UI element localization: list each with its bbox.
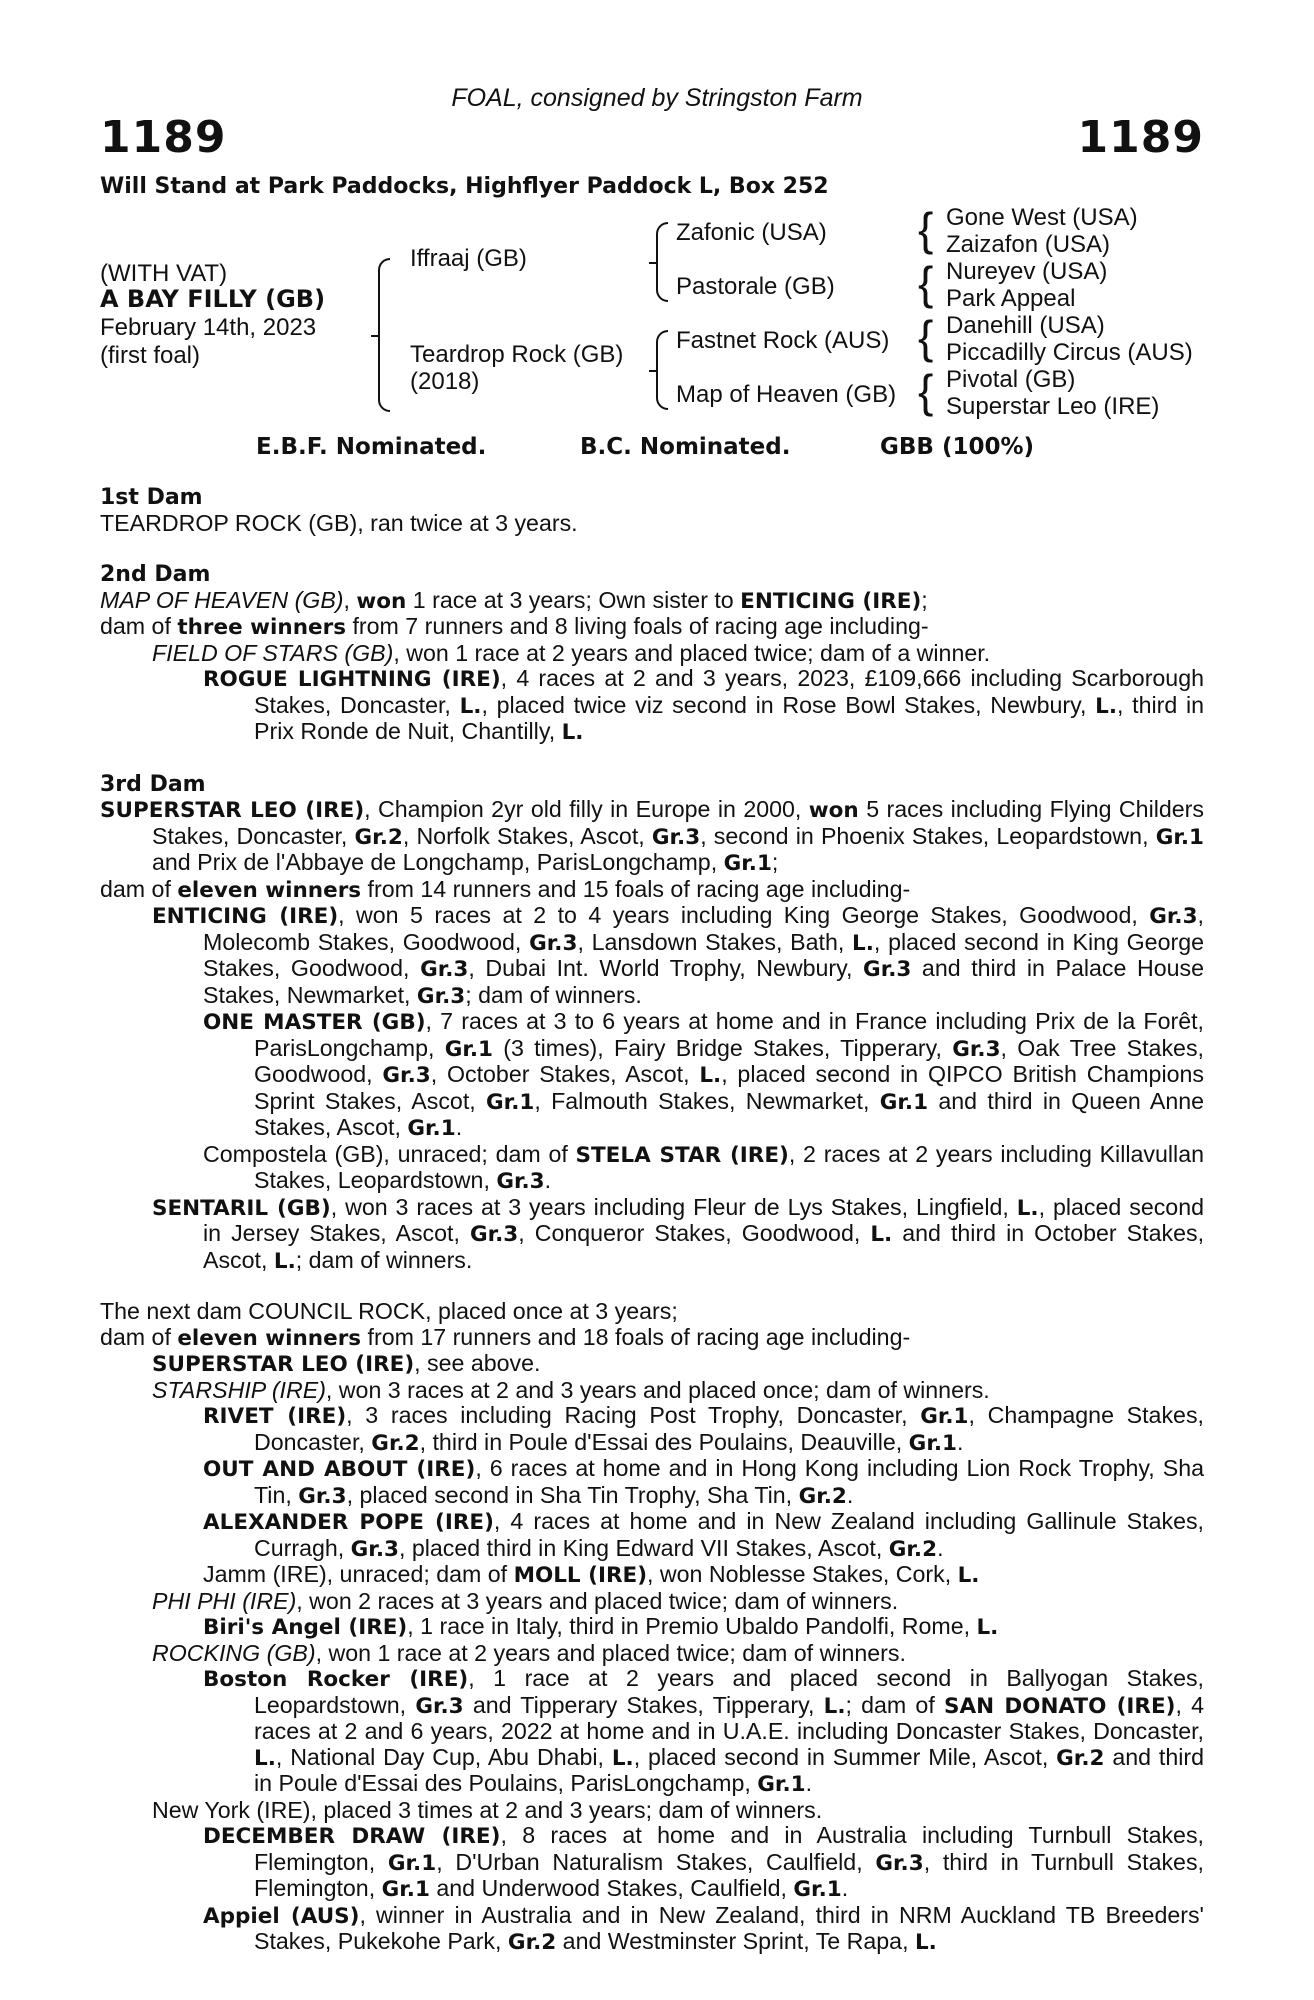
pedigree-g3-6: Piccadilly Circus (AUS) [946,339,1193,366]
produce-field-of-stars: FIELD OF STARS (GB), won 1 race at 2 years and placed twice; dam of a winner. [152,639,991,666]
produce-jamm: Jamm (IRE), unraced; dam of MOLL (IRE), won Noblesse Stakes, Cork, L. [203,1561,980,1588]
catalogue-text [100,484,1204,1956]
pedigree-brace-2: { [918,257,934,309]
first-dam-text: TEARDROP ROCK (GB), ran twice at 3 years. [100,509,578,536]
lot-number-left: 1189 [100,112,227,163]
consignment-line: FOAL, consigned by Stringston Farm [451,84,863,112]
bc-nominated: B.C. Nominated. [580,434,791,460]
produce-starship: STARSHIP (IRE), won 3 races at 2 and 3 years and placed once; dam of winners. [152,1376,990,1403]
second-dam-heading: 2nd Dam [100,562,211,587]
pedigree-dam: Teardrop Rock (GB) [410,341,624,368]
pedigree-g3-5: Danehill (USA) [946,312,1105,339]
produce-phi-phi: PHI PHI (IRE), won 2 races at 3 years and placed twice; dam of winners. [152,1587,899,1614]
produce-appiel: Appiel (AUS), winner in Australia and in New Zealand, third in NRM Auckland TB Breeders' Stakes, Pukekohe Park, Gr.2 and Westminster Sprint, Te Rapa, L. [203,1901,1204,1955]
produce-rocking: ROCKING (GB), won 1 race at 2 years and placed twice; dam of winners. [152,1639,906,1666]
horse-name: A BAY FILLY (GB) [100,285,326,313]
pedigree-brace-1: { [918,203,934,255]
first-dam-heading: 1st Dam [100,485,203,510]
produce-out-and-about: OUT AND ABOUT (IRE), 6 races at home and in Hong Kong including Lion Rock Trophy, Sha Tin, Gr.3, placed second in Sha Tin Trophy, Sha Tin, Gr.2. [203,1455,1204,1509]
vat-label: (WITH VAT) [100,260,228,287]
pedigree-bracket-main [378,258,390,412]
pedigree-dam-year: (2018) [410,368,480,395]
pedigree-g3-8: Superstar Leo (IRE) [946,393,1160,420]
produce-rivet: RIVET (IRE), 3 races including Racing Post Trophy, Doncaster, Gr.1, Champagne Stakes, Doncaster, Gr.2, third in Poule d'Essai des Poulains, Deauville, Gr.1. [203,1402,1204,1456]
produce-sentaril: SENTARIL (GB), won 3 races at 3 years including Fleur de Lys Stakes, Lingfield, L., placed second in Jersey Stakes, Ascot, Gr.3, Conqueror Stakes, Goodwood, L. and third in October Stakes, Ascot, L.; dam of winners. [152,1193,1205,1274]
third-dam-heading: 3rd Dam [100,771,206,797]
third-dam-entry: SUPERSTAR LEO (IRE), Champion 2yr old filly in Europe in 2000, won 5 races including Flying Childers Stakes, Doncaster, Gr.2, Norfolk Stakes, Ascot, Gr.3, second in Phoenix Stakes, Leopardstown, Gr.1 and Prix de l'Abbaye de Longchamp, ParisLongchamp, Gr.1; [100,796,1205,876]
lot-number-right: 1189 [1077,112,1204,163]
pedigree-sire-dam: Pastorale (GB) [676,273,835,300]
pedigree-sire-sire: Zafonic (USA) [676,219,827,246]
produce-one-master: ONE MASTER (GB), 7 races at 3 to 6 years at home and in France including Prix de la Forêt, ParisLongchamp, Gr.1 (3 times), Fairy Bridge Stakes, Tipperary, Gr.3, Oak Tree Stakes, Goodwood, Gr.3, October Stakes, Ascot, L., placed second in QIPCO British Champions Sprint Stakes, Ascot, Gr.1, Falmouth Stakes, Newmarket, Gr.1 and third in Queen Anne Stakes, Ascot, Gr.1. [203,1008,1205,1141]
pedigree-bracket-dam [656,330,668,410]
next-dam-entry: The next dam COUNCIL ROCK, placed once at 3 years; [100,1298,678,1324]
foal-note: (first foal) [100,342,201,369]
produce-superstar-leo: SUPERSTAR LEO (IRE), see above. [152,1350,541,1377]
pedigree-brace-3: { [918,311,934,363]
pedigree-g3-1: Gone West (USA) [946,204,1138,231]
ebf-nominated: E.B.F. Nominated. [256,434,487,460]
third-dam-produce-summary: dam of eleven winners from 14 runners and 15 foals of racing age including- [100,875,911,903]
pedigree-brace-4: { [918,365,934,417]
pedigree-sire: Iffraaj (GB) [410,245,527,272]
produce-biris-angel: Biri's Angel (IRE), 1 race in Italy, third in Premio Ubaldo Pandolfi, Rome, L. [203,1613,999,1640]
next-dam-produce-summary: dam of eleven winners from 17 runners and 18 foals of racing age including- [100,1323,911,1351]
pedigree-g3-2: Zaizafon (USA) [946,231,1111,258]
pedigree-dam-sire: Fastnet Rock (AUS) [676,327,890,354]
produce-compostela: Compostela (GB), unraced; dam of STELA STAR (IRE), 2 races at 2 years including Killavullan Stakes, Leopardstown, Gr.3. [203,1140,1204,1194]
second-dam-produce-summary: dam of three winners from 7 runners and 8 living foals of racing age including- [100,613,929,640]
produce-alexander-pope: ALEXANDER POPE (IRE), 4 races at home and in New Zealand including Gallinule Stakes, Curragh, Gr.3, placed third in King Edward VII Stakes, Ascot, Gr.2. [203,1508,1204,1562]
pedigree-g3-7: Pivotal (GB) [946,366,1076,393]
pedigree-g3-4: Park Appeal [946,285,1076,312]
gbb-badge: GBB (100%) [880,434,1035,460]
produce-enticing: ENTICING (IRE), won 5 races at 2 to 4 years including King George Stakes, Goodwood, Gr.3, Molecomb Stakes, Goodwood, Gr.3, Lansdown Stakes, Bath, L., placed second in King George Stakes, Goodwood, Gr.3, Dubai Int. World Trophy, Newbury, Gr.3 and third in Palace House Stakes, Newmarket, Gr.3; dam of winners. [152,902,1204,1009]
produce-rogue-lightning: ROGUE LIGHTNING (IRE), 4 races at 2 and 3 years, 2023, £109,666 including Scarborough Stakes, Doncaster, L., placed twice viz second in Rose Bowl Stakes, Newbury, L., third in Prix Ronde de Nuit, Chantilly, L. [203,665,1204,745]
produce-new-york: New York (IRE), placed 3 times at 2 and 3 years; dam of winners. [152,1796,823,1823]
stand-location: Will Stand at Park Paddocks, Highflyer Paddock L, Box 252 [100,174,829,199]
pedigree-dam-dam: Map of Heaven (GB) [676,381,897,408]
second-dam-entry: MAP OF HEAVEN (GB), won 1 race at 3 years; Own sister to ENTICING (IRE); [100,586,928,614]
produce-boston-rocker: Boston Rocker (IRE), 1 race at 2 years and placed second in Ballyogan Stakes, Leopardstown, Gr.3 and Tipperary Stakes, Tipperary, L.; dam of SAN DONATO (IRE), 4 races at 2 and 6 years, 2022 at home and in U.A.E. including Doncaster Stakes, Doncaster, L., National Day Cup, Abu Dhabi, L., placed second in Summer Mile, Ascot, Gr.2 and third in Poule d'Essai des Poulains, ParisLongchamp, Gr.1. [203,1665,1205,1797]
pedigree-g3-3: Nureyev (USA) [946,258,1108,285]
produce-december-draw: DECEMBER DRAW (IRE), 8 races at home and in Australia including Turnbull Stakes, Flemington, Gr.1, D'Urban Naturalism Stakes, Caulfield, Gr.3, third in Turnbull Stakes, Flemington, Gr.1 and Underwood Stakes, Caulfield, Gr.1. [203,1822,1204,1902]
foaling-date: February 14th, 2023 [100,314,317,341]
pedigree-bracket-sire [656,222,668,302]
